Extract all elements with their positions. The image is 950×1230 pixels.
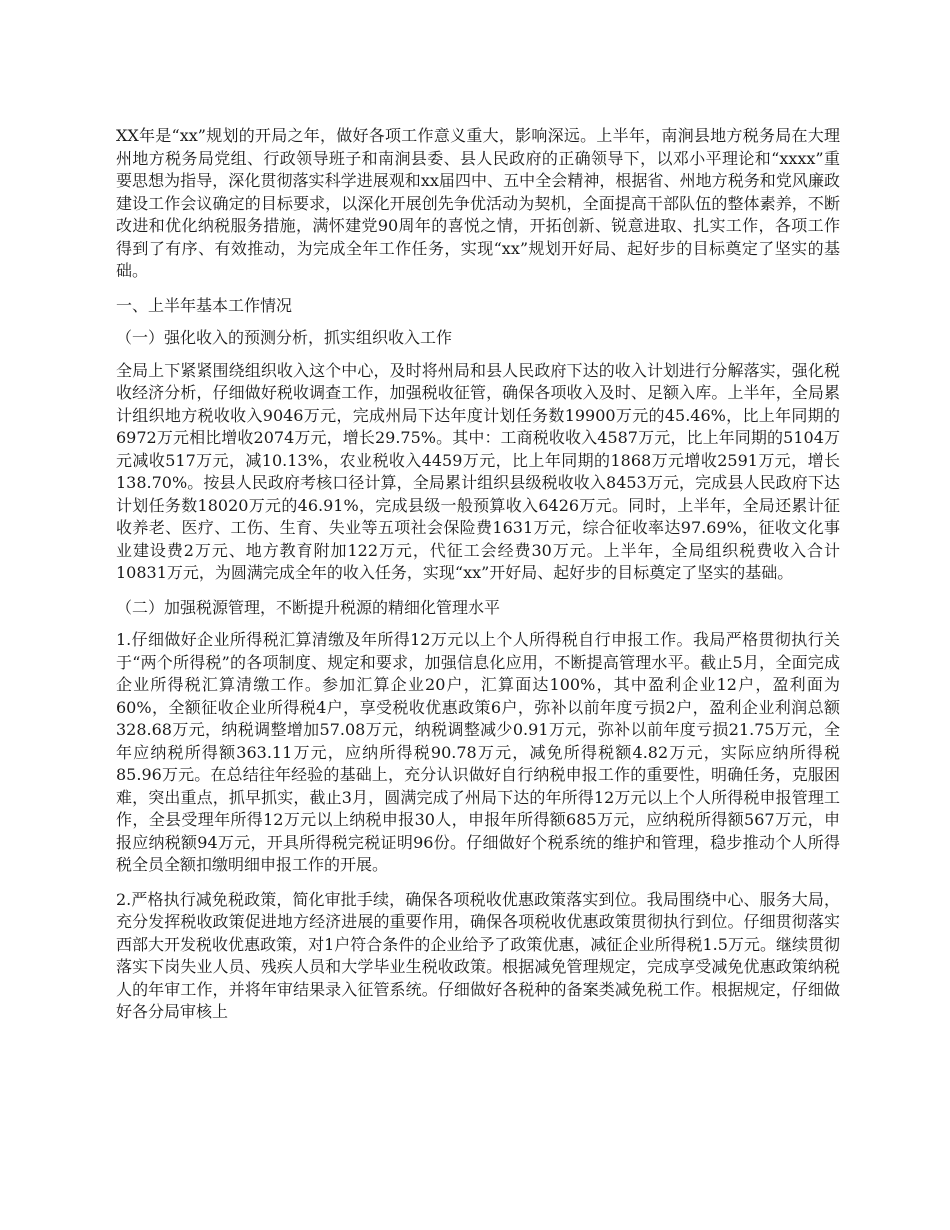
subsection-heading-revenue: （一）强化收入的预测分析，抓实组织收入工作: [116, 328, 453, 347]
document-page: [116, 125, 840, 1036]
subsection-heading-tax-source: （二）加强税源管理，不断提升税源的精细化管理水平: [116, 597, 501, 617]
tax-relief-paragraph: 2.严格执行减免税政策，简化审批手续，确保各项税收优惠政策落实到位。我局围绕中心、服务大局，充分发挥税收政策促进地方经济进展的重要作用，确保各项税收优惠政策贯彻执行到位。仔细贯彻落实西部大开发税收优惠政策，对1户符合条件的企业给予了政策优惠，减征企业所得税1.5万元。继续贯彻落实下岗失业人员、残疾人员和大学毕业生税收政策。根据减免管理规定，完成享受减免优惠政策纳税人的年审工作，并将年审结果录入征管系统。仔细做好各税种的备案类减免税工作。根据规定，仔细做好各分局审核上: [116, 889, 840, 1021]
income-tax-paragraph: 1.仔细做好企业所得税汇算清缴及年所得12万元以上个人所得税自行申报工作。我局严格贯彻执行关于“两个所得税”的各项制度、规定和要求，加强信息化应用，不断提高管理水平。截止5月，全面完成企业所得税汇算清缴工作。参加汇算企业20户，汇算面达100%，其中盈利企业12户，盈利面为60%，全额征收企业所得税4户，享受税收优惠政策6户，弥补以前年度亏损2户，盈利企业利润总额328.68万元，纳税调整增加57.08万元，纳税调整减少0.91万元，弥补以前年度亏损21.75万元，全年应纳税所得额363.11万元，应纳所得税90.78万元，减免所得税额4.82万元，实际应纳所得税85.96万元。在总结往年经验的基础上，充分认识做好自行纳税申报工作的重要性，明确任务，克服困难，突出重点，抓早抓实，截止3月，圆满完成了州局下达的年所得12万元以上个人所得税申报管理工作，全县受理年所得12万元以上纳税申报30人，申报年所得额685万元，应纳税所得额567万元，申报应纳税额94万元，开具所得税完税证明96份。仔细做好个税系统的维护和管理，稳步推动个人所得税全员全额扣缴明细申报工作的开展。: [116, 630, 840, 874]
revenue-paragraph: 全局上下紧紧围绕组织收入这个中心，及时将州局和县人民政府下达的收入计划进行分解落实，强化税收经济分析，仔细做好税收调查工作，加强税收征管，确保各项收入及时、足额入库。上半年，全局累计组织地方税收收入9046万元，完成州局下达年度计划任务数19900万元的45.46%，比上年同期的6972万元相比增收2074万元，增长29.75%。其中：工商税收收入4587万元，比上年同期的5104万元减收517万元，减10.13%，农业税收入4459万元，比上年同期的1868万元增收2591万元，增长138.70%。按县人民政府考核口径计算，全局累计组织县级税收收入8453万元，完成县人民政府下达计划任务数18020万元的46.91%，完成县级一般预算收入6426万元。同时，上半年，全局还累计征收养老、医疗、工伤、生育、失业等五项社会保险费1631万元，综合征收率达97.69%，征收文化事业建设费2万元、地方教育附加122万元，代征工会经费30万元。上半年，全局组织税费收入合计10831万元，为圆满完成全年的收入任务，实现“xx”开好局、起好步的目标奠定了坚实的基础。: [116, 360, 840, 582]
section-heading-basic-work: 一、上半年基本工作情况: [116, 295, 293, 315]
intro-paragraph: XX年是“xx”规划的开局之年，做好各项工作意义重大，影响深远。上半年，南涧县地方税务局在大理州地方税务局党组、行政领导班子和南涧县委、县人民政府的正确领导下，以邓小平理论和“xxxx”重要思想为指导，深化贯彻落实科学进展观和xx届四中、五中全会精神，根据省、州地方税务和党风廉政建设工作会议确定的目标要求，以深化开展创先争优活动为契机，全面提高干部队伍的整体素养，不断改进和优化纳税服务措施，满怀建党90周年的喜悦之情，开拓创新、锐意进取、扎实工作，各项工作得到了有序、有效推动，为完成全年工作任务，实现“xx”规划开好局、起好步的目标奠定了坚实的基础。: [116, 126, 840, 280]
